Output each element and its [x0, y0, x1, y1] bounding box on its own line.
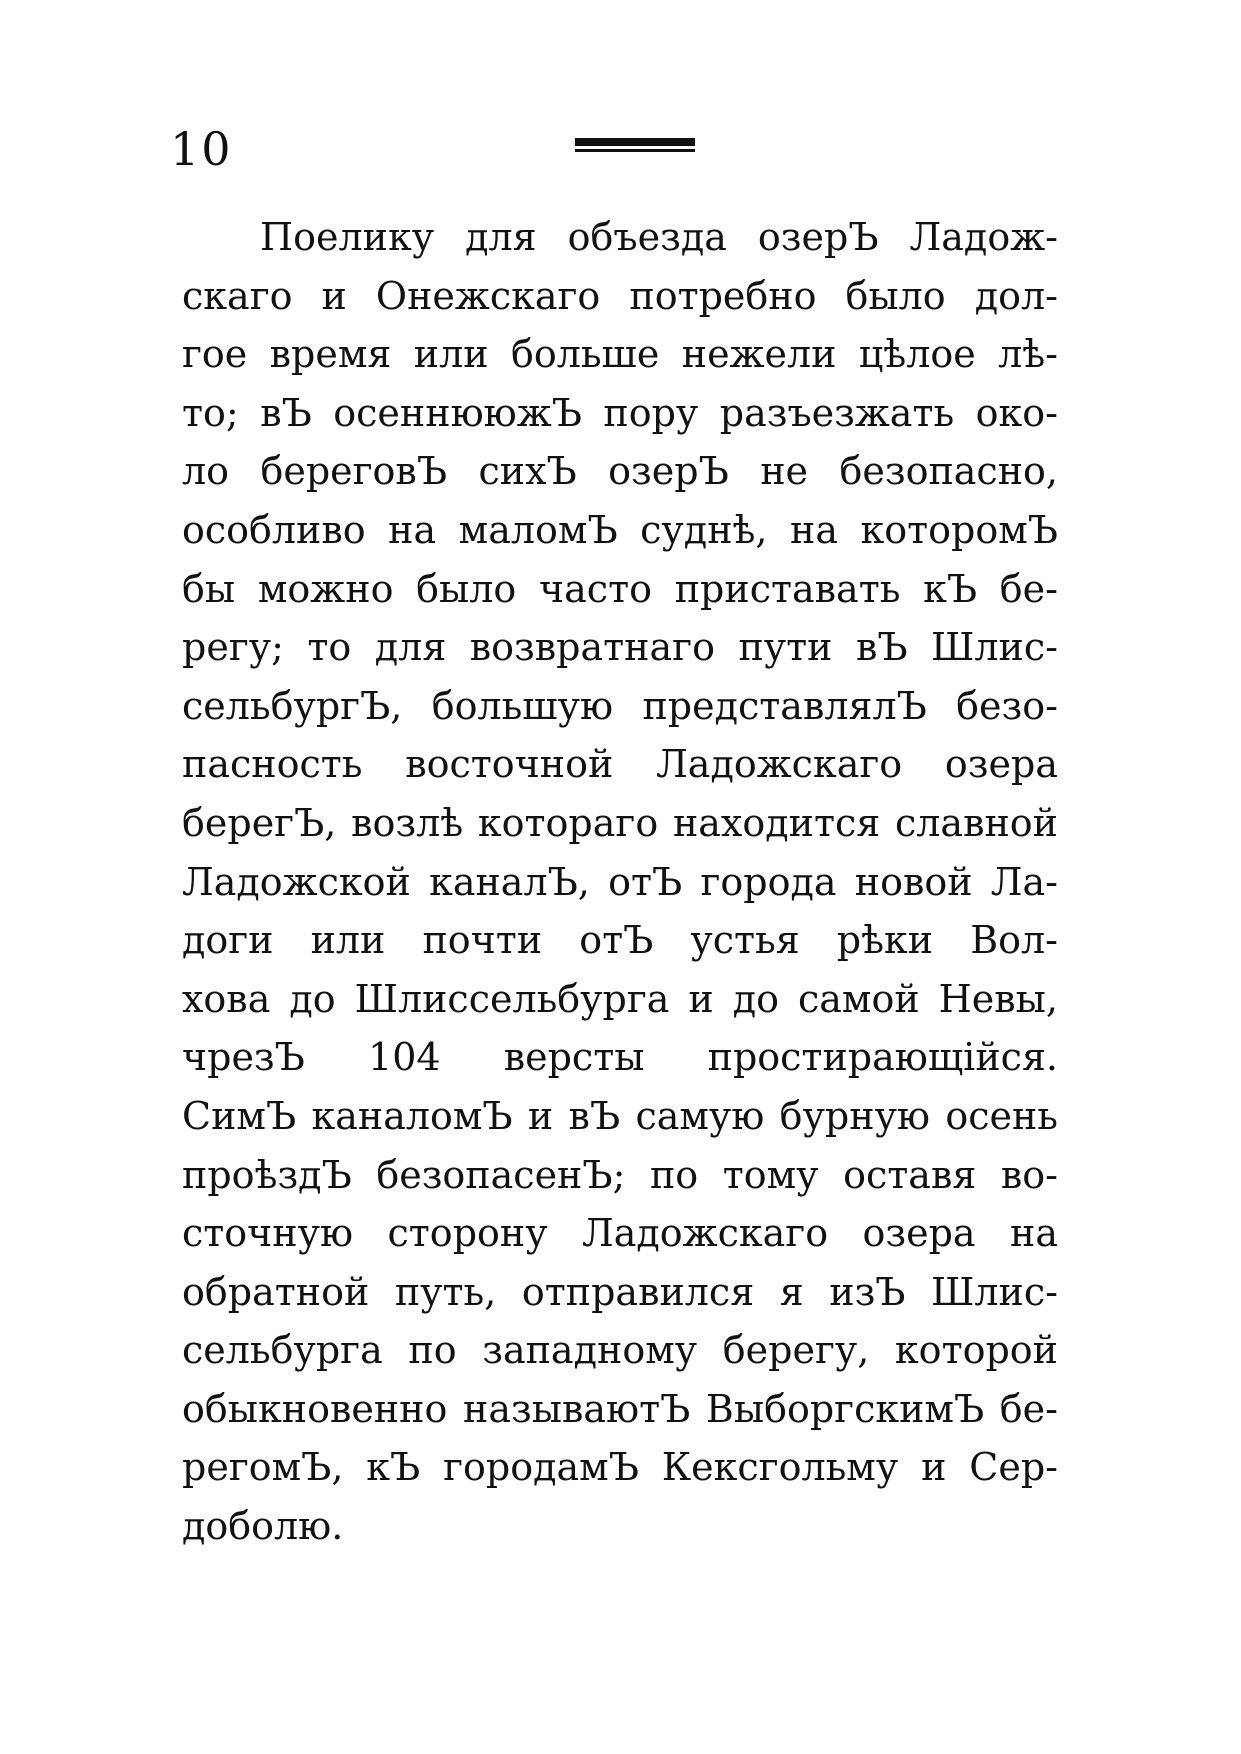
body-paragraph — [182, 208, 1058, 1556]
text-line: пасность восточной Ладожскаго озера — [182, 742, 1058, 787]
text-line: регомЪ, кЪ городамЪ Кексгольму и Сер- — [182, 1445, 1058, 1490]
text-line: доги или почти отЪ устья рѣки Вол- — [182, 918, 1058, 963]
text-line: сточную сторону Ладожскаго озера на — [182, 1211, 1058, 1256]
page-number: 10 — [170, 122, 233, 176]
text-line: Поелику для объезда озерЪ Ладож- — [260, 215, 1058, 259]
text-line: Ладожской каналЪ, отЪ города новой Ла- — [182, 859, 1058, 904]
ornament-thick-rule — [575, 138, 695, 146]
text-line: хова до Шлиссельбурга и до самой Невы, — [182, 976, 1058, 1021]
text-line: берегЪ, возлѣ котораго находится славной — [182, 800, 1058, 845]
text-line: доболю. — [182, 1504, 344, 1549]
text-line: обратной путь, отправился я изЪ Шлис- — [182, 1269, 1058, 1314]
text-line: бы можно было часто приставать кЪ бе- — [182, 566, 1058, 611]
text-line: ло береговЪ сихЪ озерЪ не безопасно, — [182, 449, 1058, 494]
ornament-thin-rule — [575, 149, 695, 152]
text-line: сельбургЪ, большую представлялЪ безо- — [182, 683, 1058, 728]
text-line: то; вЪ осеннююжЪ пору разъезжать око- — [182, 390, 1058, 435]
text-line: регу; то для возвратнаго пути вЪ Шлис- — [182, 625, 1058, 670]
text-line: чрезЪ 104 версты простирающійся. — [182, 1035, 1058, 1080]
text-line: сельбурга по западному берегу, которой — [182, 1328, 1058, 1373]
text-line: обыкновенно называютЪ ВыборгскимЪ бе- — [182, 1386, 1058, 1431]
text-line: гое время или больше нежели цѣлое лѣ- — [182, 332, 1058, 377]
text-line: особливо на маломЪ суднѣ, на которомЪ — [182, 507, 1058, 552]
text-line: СимЪ каналомЪ и вЪ самую бурную осень — [182, 1093, 1058, 1138]
text-line: скаго и Онежскаго потребно было дол- — [182, 273, 1058, 318]
double-rule-ornament-icon — [575, 138, 695, 154]
text-line: проѣздЪ безопасенЪ; по тому оставя во- — [182, 1152, 1058, 1197]
